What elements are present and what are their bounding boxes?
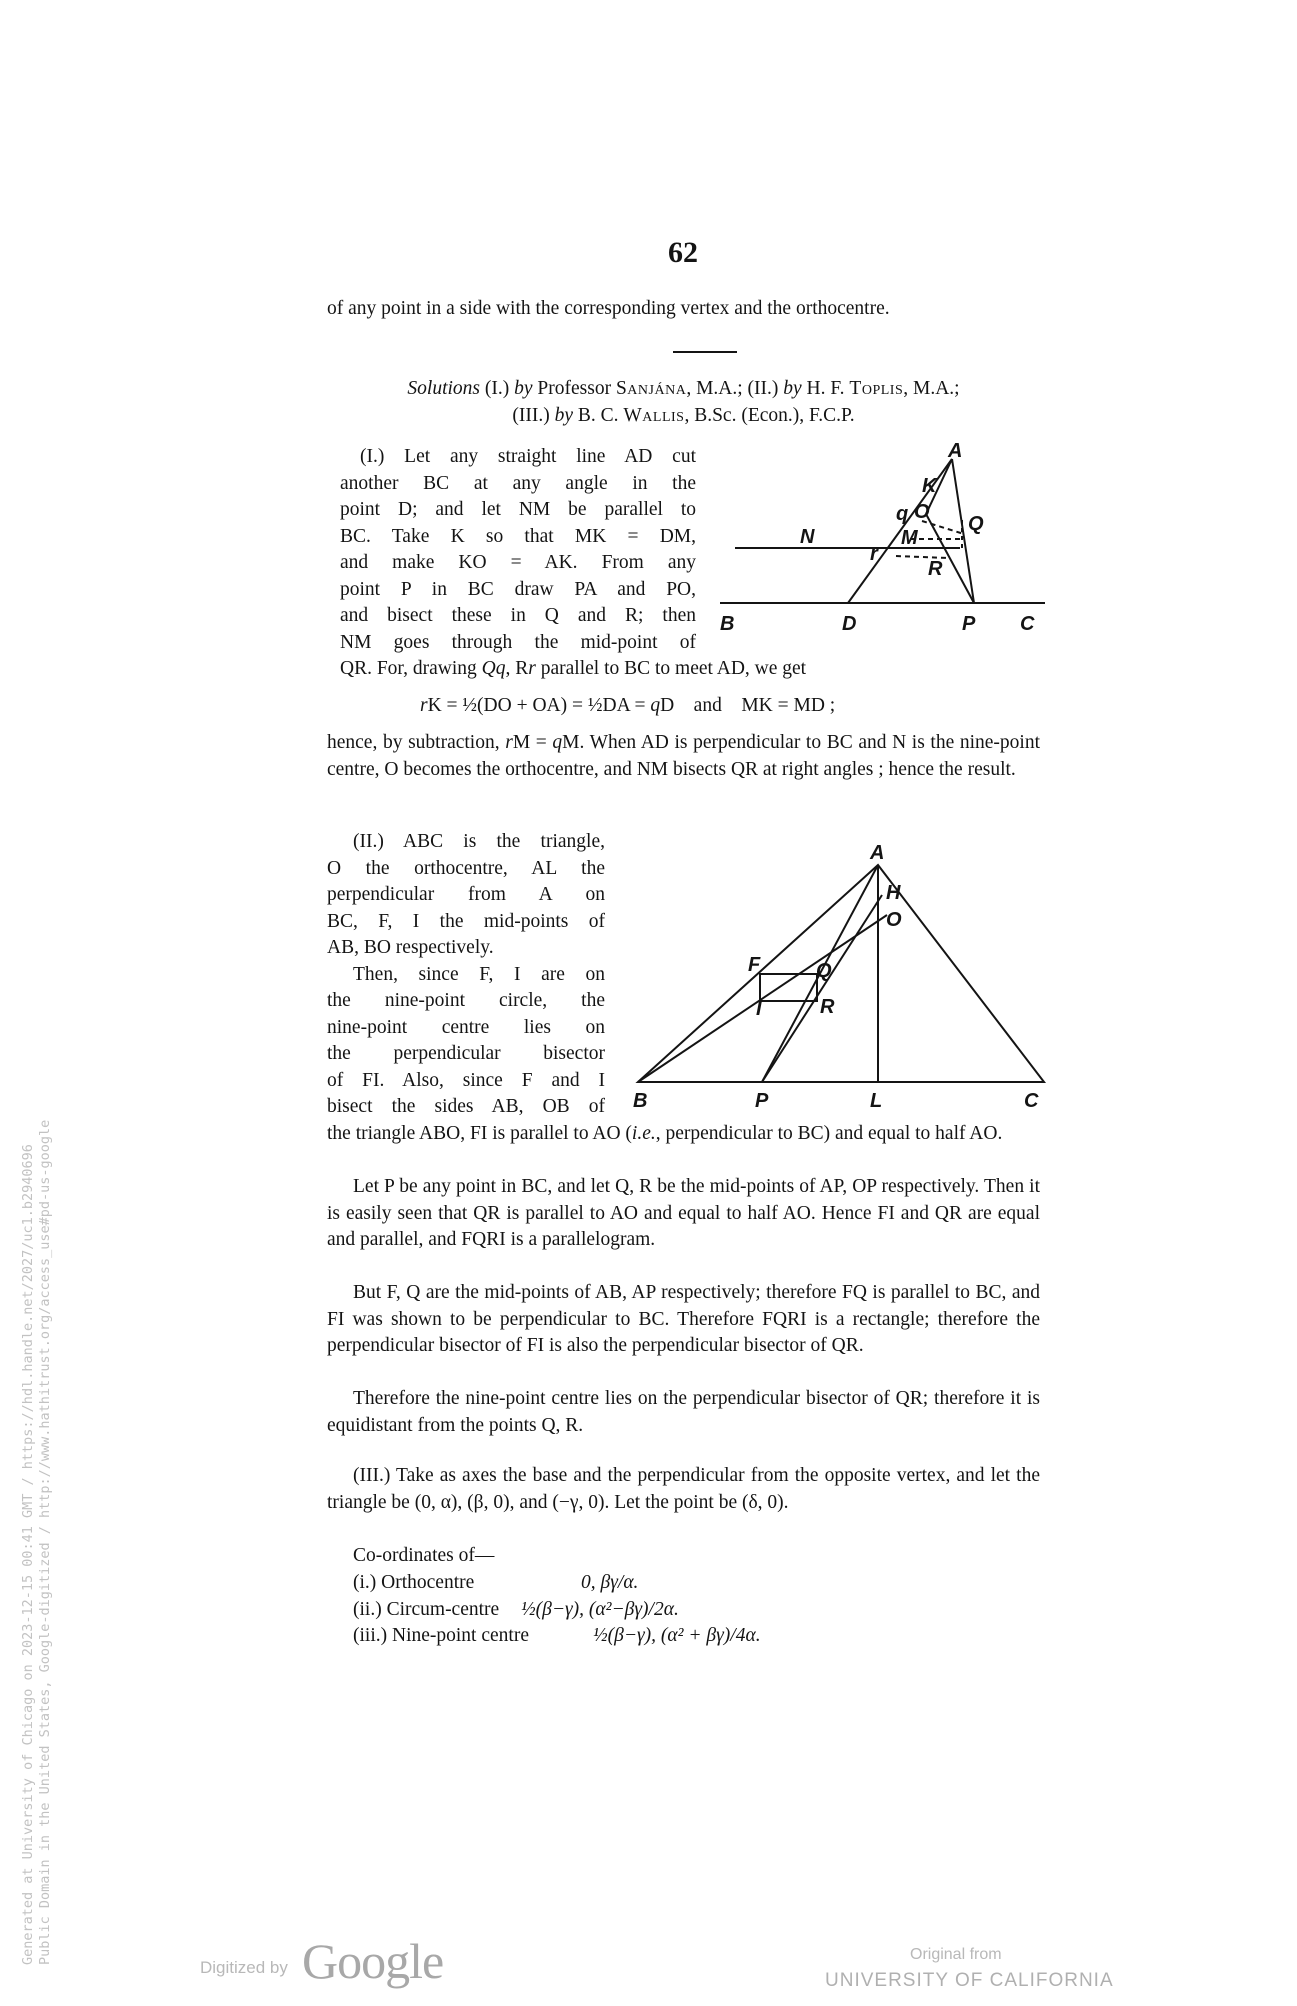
coord-row [353,1597,761,1624]
label-n: N [800,526,815,548]
part3-coords [353,1570,761,1650]
part1-line: point P in BC draw PA and PO, [340,578,696,600]
part2-para3: But F, Q are the mid-points of AB, AP respectively; therefore FQ is parallel to BC, and FI was shown to be perpendicular to BC. Therefore FQRI is a rectangle; therefore the perpendicular bisector of FI is also the perpendicular bisector of QR. [327,1282,1040,1356]
part2-continue: the triangle ABO, FI is parallel to AO (i.e., perpendicular to BC) and equal to half AO. [327,1123,1003,1144]
coord-row [353,1570,761,1597]
figure-2 [620,835,1060,1115]
label-c2: C [1024,1090,1039,1112]
sidebar-line-1: Generated at University of Chicago on 2023-12-15 00:41 GMT / https://hdl.handle.net/2027/uc1.b2940696 [20,1144,36,1965]
part2-line: BC, F, I the mid-points of [327,910,605,932]
coord-label: (iii.) Nine-point centre [353,1625,529,1646]
footer-university: UNIVERSITY OF CALIFORNIA [825,1970,1114,1991]
label-b2: B [633,1090,648,1112]
coord-label: (ii.) Circum-centre [353,1598,500,1620]
part3-coords-heading: Co-ordinates of— [353,1545,495,1566]
label-p2: P [755,1090,769,1112]
part2-line: perpendicular from A on [327,884,605,905]
part2-line: of FI. Also, since F and I [327,1069,605,1091]
coord-value: 0, βγ/α. [581,1572,639,1593]
part1-conclusion: hence, by subtraction, rM = qM. When AD is perpendicular to BC and N is the nine-point centre, O becomes the orthocentre, and NM bisects QR at right angles ; hence the result. [327,732,1041,780]
line-bh [638,915,887,1082]
line-op [762,895,882,1082]
part2-line: (II.) ABC is the triangle, [353,831,605,852]
sidebar-text [20,1120,54,1965]
footer-original-from: Original from [910,1946,1002,1963]
label-o2: O [886,909,902,931]
coord-row [353,1623,761,1650]
part2-line: the perpendicular bisector [327,1043,605,1064]
part1-line: point D; and let NM be parallel to [340,499,696,520]
part2-column [327,829,605,1121]
part2-line: nine-point centre lies on [327,1016,605,1038]
label-q: Q [968,513,984,535]
label-i: I [756,998,762,1020]
page-number: 62 [668,236,698,269]
label-m: M [901,527,918,549]
sidebar-line-2: Public Domain in the United States, Google-digitized / http://www.hathitrust.org/access_use#pd-us-google [37,1119,53,1965]
coord-value: ½(β−γ), (α² + βγ)/4α. [593,1625,761,1646]
part1-line: BC. Take K so that MK = DM, [340,525,696,547]
part1-column [340,444,696,656]
solutions-line-1: Solutions (I.) by Professor Sanjána, M.A.; (II.) by H. F. Toplis, M.A.; [407,378,960,399]
figure-1 [700,440,1060,655]
label-r2: R [820,996,835,1018]
part2-line: bisect the sides AB, OB of [327,1096,605,1117]
label-k: K [922,475,937,497]
solutions-line-2: (III.) by B. C. Wallis, B.Sc. (Econ.), F.C.P. [512,405,855,426]
part2-para2: Let P be any point in BC, and let Q, R be the mid-points of AP, OP respectively. Then it is easily seen that QR is parallel to AO and equal to half AO. Hence FI and QR are equal and parallel, and FQRI is a parallelogram. [327,1176,1040,1250]
triangle-abc [638,865,1044,1082]
label-r: R [928,558,943,580]
part1-line: another BC at any angle in the [340,472,696,494]
label-o: O [914,501,930,523]
footer-google-logo: Google [302,1933,444,1989]
label-c: C [1020,613,1035,635]
label-q-small: q [896,503,909,525]
part1-line: (I.) Let any straight line AD cut [360,446,696,467]
part2-line: AB, BO respectively. [327,937,494,958]
separator-rule [673,351,737,353]
part2-line: O the orthocentre, AL the [327,857,605,879]
part3-para: (III.) Take as axes the base and the perpendicular from the opposite vertex, and let the triangle be (0, α), (β, 0), and (−γ, 0). Let the point be (δ, 0). [327,1465,1040,1513]
part1-line: and bisect these in Q and R; then [340,605,696,626]
label-h: H [886,882,901,904]
label-p: P [962,613,976,635]
label-l: L [870,1090,883,1112]
part2-line: Then, since F, I are on [353,963,605,985]
label-r-small: r [870,543,878,565]
sidebar-watermark [0,0,53,2006]
part1-full-line: QR. For, drawing Qq, Rr parallel to BC to meet AD, we get [340,658,807,679]
part2-para4: Therefore the nine-point centre lies on the perpendicular bisector of QR; therefore it is equidistant from the points Q, R. [327,1388,1040,1436]
part1-line: and make KO = AK. From any [340,552,696,573]
part1-equation: rK = ½(DO + OA) = ½DA = qD and MK = MD ; [420,695,836,716]
coord-label: (i.) Orthocentre [353,1572,475,1593]
label-b: B [720,613,735,635]
label-f: F [748,954,761,976]
label-d: D [842,613,857,635]
part1-line: NM goes through the mid-point of [340,631,696,653]
part2-line: the nine-point circle, the [327,990,605,1011]
coord-value: ½(β−γ), (α²−βγ)/2α. [521,1598,679,1620]
intro-text: of any point in a side with the corresponding vertex and the orthocentre. [327,298,890,319]
label-a2: A [870,842,885,864]
label-q2: Q [816,960,832,982]
footer-digitized-by: Digitized by [200,1958,288,1977]
label-a: A [948,440,963,462]
